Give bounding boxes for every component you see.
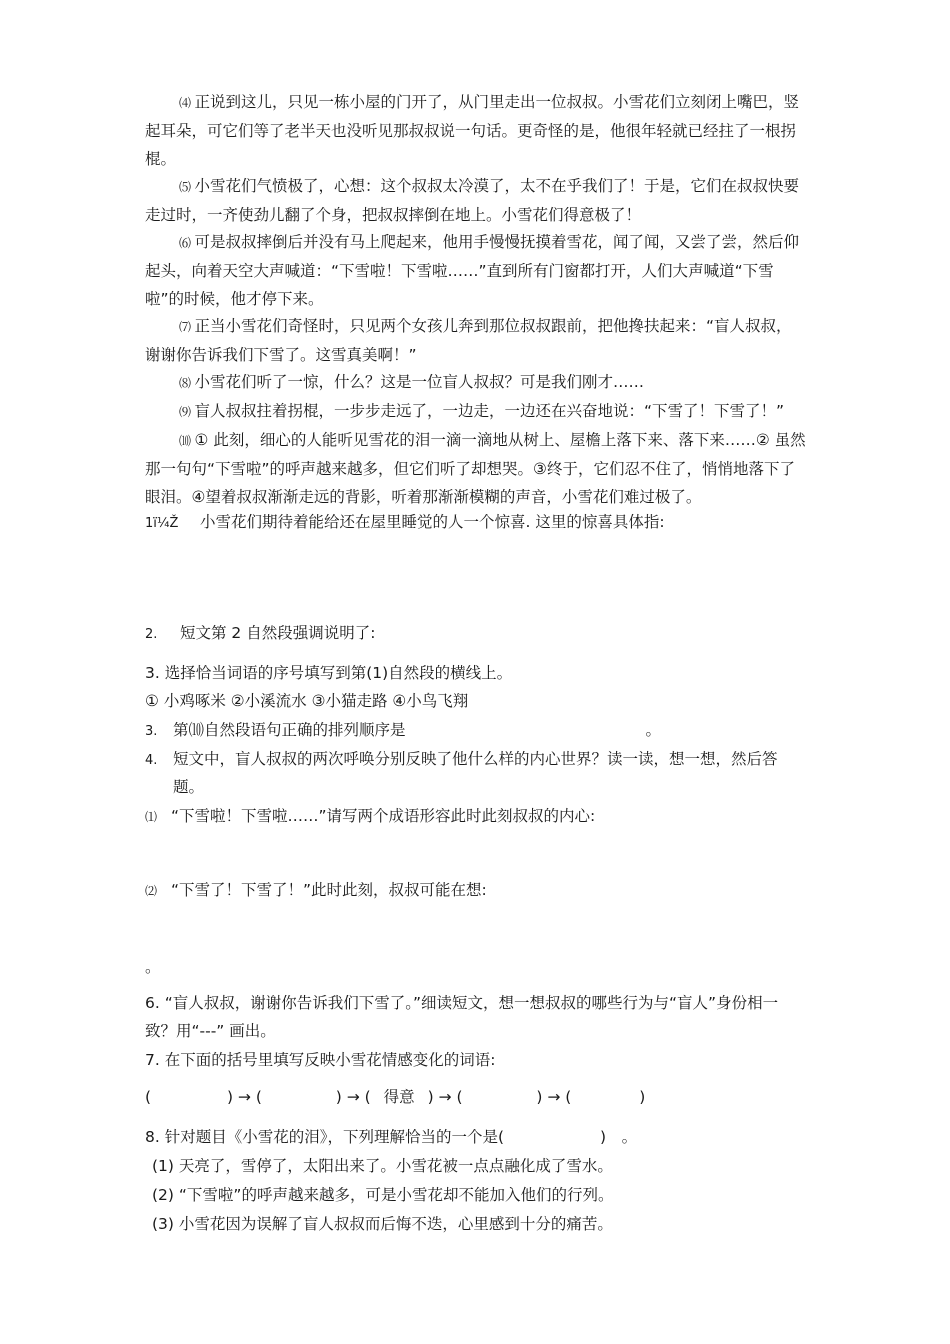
paragraph-6: ⑹ 可是叔叔摔倒后并没有马上爬起来，他用手慢慢抚摸着雪花，闻了闻，又尝了尝，然后仰起头，向着天空大声喊道：“下雪啦！下雪啦……”直到所有门窗都打开，人们大声喊道“下雪啦”的时候，他才停下来。 [145,233,800,308]
option-8-2: (2) “下雪啦”的呼声越来越多，可是小雪花却不能加入他们的行列。 [152,1186,614,1204]
paragraph-4: ⑷ 正说到这儿，只见一栋小屋的门开了，从门里走出一位叔叔。小雪花们立刻闭上嘴巴，竖起耳朵，可它们等了老半天也没听见那叔叔说一句话。更奇怪的是，他很年轻就已经拄了一根拐棍。 [145,93,800,168]
question-1: 1ï¼Ž 小雪花们期待着能给还在屋里睡觉的人一个惊喜. 这里的惊喜具体指: [145,513,665,531]
question-4-2-end: 。 [145,958,161,976]
question-3-options: ① 小鸡啄米 ②小溪流水 ③小猫走路 ④小鸟飞翔 [145,692,469,710]
question-7: 7. 在下面的括号里填写反映小雪花情感变化的词语: [145,1051,496,1069]
option-8-3: (3) 小雪花因为误解了盲人叔叔而后悔不迭，心里感到十分的痛苦。 [152,1215,613,1233]
paragraph-10: ⑽ ① 此刻，细心的人能听见雪花的泪一滴一滴地从树上、屋檐上落下来、落下来……② 虽然那一句句“下雪啦”的呼声越来越多，但它们听了却想哭。③终于，它们忍不住了，悄悄地落下了眼泪。④望着叔叔渐渐走远的背影，听着那渐渐模糊的声音，小雪花们难过极了。 [145,431,806,506]
option-8-1: (1) 天亮了，雪停了，太阳出来了。小雪花被一点点融化成了雪水。 [152,1157,613,1175]
question-4-continued: 题。 [173,778,205,796]
question-4-2: ⑵ “下雪了！下雪了！”此时此刻，叔叔可能在想: [145,881,487,899]
question-4-1: ⑴ “下雪啦！下雪啦……”请写两个成语形容此时此刻叔叔的内心: [145,807,596,825]
question-3: 3. 选择恰当词语的序号填写到第(1)自然段的横线上。 [145,664,513,682]
question-6-continued: 致？用“---” 画出。 [145,1022,276,1040]
question-8: 8. 针对题目《小雪花的泪》，下列理解恰当的一个是( ) 。 [145,1128,638,1146]
question-4: 4. 短文中，盲人叔叔的两次呼唤分别反映了他什么样的内心世界？读一读，想一想，然后答 [145,750,778,768]
paragraph-9: ⑼ 盲人叔叔拄着拐棍，一步步走远了，一边走，一边还在兴奋地说：“下雪了！下雪了！” [179,402,785,420]
paragraph-7: ⑺ 正当小雪花们奇怪时，只见两个女孩儿奔到那位叔叔跟前，把他搀扶起来：“盲人叔叔，谢谢你告诉我们下雪了。这雪真美啊！” [145,317,792,364]
question-6: 6. “盲人叔叔，谢谢你告诉我们下雪了。”细读短文，想一想叔叔的哪些行为与“盲人”身份相一 [145,994,779,1012]
emotion-given: 得意 [383,1088,415,1106]
question-3b: 3. 第⑽自然段语句正确的排列顺序是 。 [145,721,662,739]
paragraph-8: ⑻ 小雪花们听了一惊，什么？这是一位盲人叔叔？可是我们刚才…… [179,373,645,391]
question-7-chain: ( ) → ( ) → ( 得意 ) → ( ) → ( ) [145,1088,646,1106]
question-2: 2. 短文第 2 自然段强调说明了: [145,624,376,642]
paragraph-5: ⑸ 小雪花们气愤极了，心想：这个叔叔太冷漠了，太不在乎我们了！于是，它们在叔叔快要走过时，一齐使劲儿翻了个身，把叔叔摔倒在地上。小雪花们得意极了！ [145,177,800,224]
